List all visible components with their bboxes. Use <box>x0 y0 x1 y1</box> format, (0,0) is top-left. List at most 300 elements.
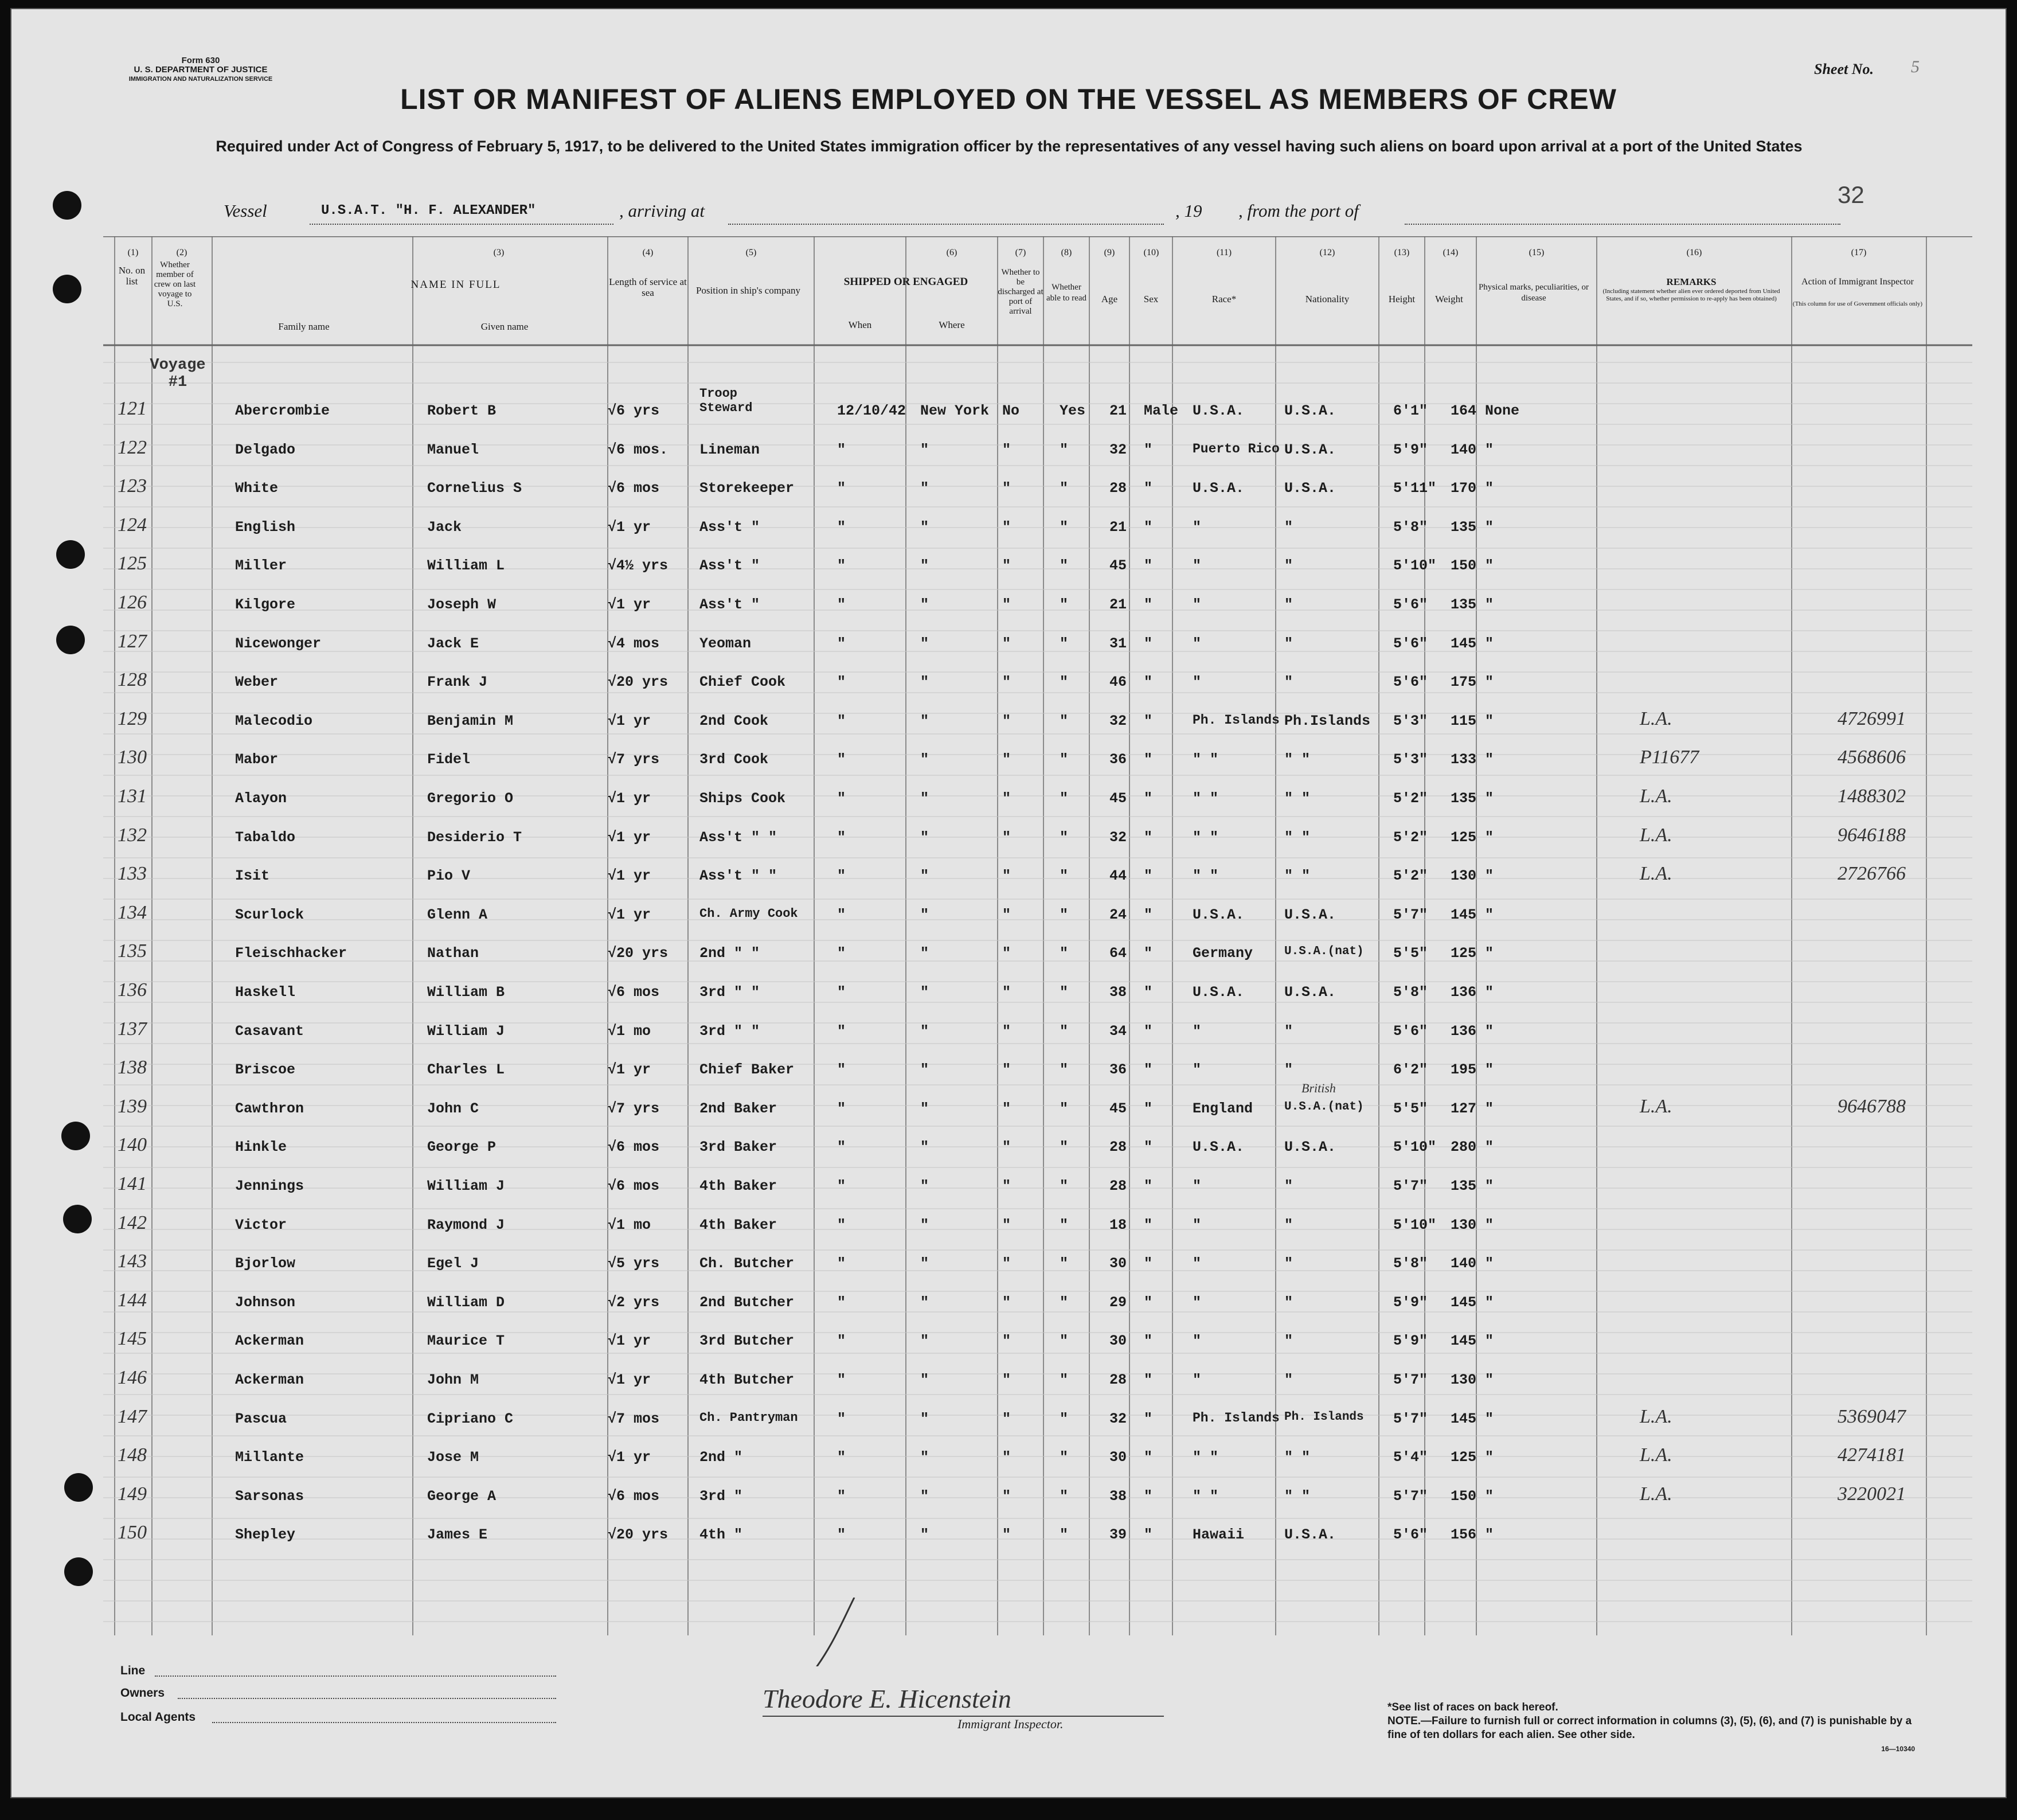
cell-weight: 164 <box>1451 403 1477 419</box>
cell-read: " <box>1060 1139 1069 1156</box>
cell-height: 5'6" <box>1393 635 1428 652</box>
cell-height: 5'5" <box>1393 1100 1428 1117</box>
cell-marks: " <box>1485 441 1494 458</box>
cell-sex: " <box>1144 712 1153 729</box>
cell-where: " <box>920 1449 929 1466</box>
cell-where: " <box>920 1139 929 1156</box>
cell-weight: 127 <box>1451 1100 1477 1117</box>
cell-marks: " <box>1485 1487 1494 1505</box>
cell-read: " <box>1060 751 1069 768</box>
cell-position: Chief Baker <box>699 1061 795 1079</box>
cell-disch: " <box>1002 1061 1011 1079</box>
cell-weight: 170 <box>1451 480 1477 497</box>
cell-sex: " <box>1144 518 1153 536</box>
cell-when: " <box>837 1526 846 1544</box>
cell-where: " <box>920 1100 929 1117</box>
cell-race: Ph. Islands <box>1193 712 1280 728</box>
cell-race: " " <box>1193 751 1219 768</box>
cell-no: 143 <box>118 1251 147 1272</box>
cell-race: Germany <box>1193 945 1253 962</box>
cell-height: 5'10" <box>1393 1216 1437 1233</box>
cell-age: 32 <box>1109 1410 1127 1427</box>
cell-given: Cornelius S <box>427 480 522 497</box>
cell-when: " <box>837 1487 846 1505</box>
cell-age: 18 <box>1109 1216 1127 1233</box>
cell-family: Miller <box>235 557 287 575</box>
cell-service: √1 yr <box>608 1333 651 1350</box>
cell-family: Sarsonas <box>235 1487 304 1505</box>
cell-marks: " <box>1485 829 1494 846</box>
column-number: (3) <box>493 248 505 257</box>
penalty-note: NOTE.—Failure to furnish full or correct information in columns (3), (5), (6), and (7) is punishable by a fine of ten dollars for each alien. See other side. <box>1387 1715 1912 1741</box>
cell-when: " <box>837 1022 846 1040</box>
cell-disch: " <box>1002 596 1011 613</box>
cell-family: Abercrombie <box>235 403 330 419</box>
cell-disch: " <box>1002 1178 1011 1194</box>
cell-age: 24 <box>1109 906 1127 923</box>
cell-race: " <box>1193 674 1202 691</box>
cell-no: 138 <box>118 1057 147 1079</box>
cell-race: " " <box>1193 829 1219 846</box>
cell-read: " <box>1060 518 1069 536</box>
cell-height: 5'9" <box>1393 1294 1428 1311</box>
cell-when: " <box>837 1255 846 1272</box>
cell-family: Nicewonger <box>235 635 322 652</box>
cell-given: Glenn A <box>427 906 488 923</box>
cell-height: 5'8" <box>1393 1255 1428 1272</box>
cell-sex: " <box>1144 1526 1153 1544</box>
cell-age: 28 <box>1109 1139 1127 1156</box>
cell-read: " <box>1060 674 1069 691</box>
cell-sex: " <box>1144 1100 1153 1117</box>
punch-hole <box>63 1205 92 1233</box>
cell-nat: " <box>1284 1178 1293 1194</box>
cell-age: 34 <box>1109 1022 1127 1040</box>
cell-height: 5'7" <box>1393 1487 1428 1505</box>
cell-height: 5'6" <box>1393 596 1428 613</box>
cell-no: 142 <box>118 1212 147 1233</box>
cell-position: 3rd " <box>699 1487 743 1505</box>
cell-no: 124 <box>118 514 147 536</box>
cell-position: Lineman <box>699 441 760 458</box>
cell-nat: U.S.A. <box>1284 984 1336 1001</box>
cell-nat: " <box>1284 1294 1293 1311</box>
cell-position: Ass't " <box>699 596 760 613</box>
cell-service: √6 mos <box>608 984 660 1001</box>
cell-nat: " <box>1284 1255 1293 1272</box>
cell-family: Malecodio <box>235 712 313 729</box>
cell-where: " <box>920 906 929 923</box>
cell-no: 128 <box>118 669 147 691</box>
cell-where: " <box>920 712 929 729</box>
cell-sex: Male <box>1144 403 1179 419</box>
cell-read: " <box>1060 1061 1069 1079</box>
cell-sex: " <box>1144 1410 1153 1427</box>
cell-sex: " <box>1144 596 1153 613</box>
cell-nat: U.S.A.(nat) <box>1284 1100 1364 1114</box>
cell-no: 150 <box>118 1522 147 1544</box>
cell-position: Chief Cook <box>699 674 786 691</box>
signature-stroke <box>763 1598 1164 1666</box>
cell-given: William J <box>427 1022 505 1040</box>
cell-disch: " <box>1002 829 1011 846</box>
cell-weight: 175 <box>1451 674 1477 691</box>
cell-position: 2nd Baker <box>699 1100 777 1117</box>
page-title: LIST OR MANIFEST OF ALIENS EMPLOYED ON THE VESSEL AS MEMBERS OF CREW <box>400 83 1617 115</box>
cell-age: 31 <box>1109 635 1127 652</box>
cell-position: 3rd Cook <box>699 751 769 768</box>
form-header <box>97 56 304 84</box>
cell-family: Johnson <box>235 1294 296 1311</box>
cell-family: Kilgore <box>235 596 296 613</box>
cell-remark: L.A. <box>1640 708 1672 729</box>
cell-height: 5'4" <box>1393 1449 1428 1466</box>
cell-height: 5'6" <box>1393 674 1428 691</box>
cell-no: 136 <box>118 979 147 1001</box>
cell-service: √20 yrs <box>608 674 669 691</box>
cell-position: Ships Cook <box>699 790 786 807</box>
cell-age: 38 <box>1109 984 1127 1001</box>
cell-when: " <box>837 674 846 691</box>
cell-given: Egel J <box>427 1255 479 1272</box>
header-remarks: REMARKS <box>1666 276 1717 287</box>
cell-position: 3rd Baker <box>699 1139 777 1156</box>
cell-service: √4 mos <box>608 635 660 652</box>
cell-family: Weber <box>235 674 279 691</box>
cell-family: English <box>235 518 296 536</box>
cell-marks: " <box>1485 1526 1494 1544</box>
cell-action: 4726991 <box>1838 708 1906 729</box>
cell-nat: " " <box>1284 1487 1311 1505</box>
cell-nat: " " <box>1284 1449 1311 1466</box>
cell-no: 123 <box>118 475 147 497</box>
cell-given: Pio V <box>427 868 471 885</box>
cell-disch: " <box>1002 1022 1011 1040</box>
cell-given: Jack <box>427 518 462 536</box>
cell-disch: " <box>1002 945 1011 962</box>
cell-service: √1 yr <box>608 518 651 536</box>
column-number: (7) <box>1015 248 1026 257</box>
cell-read: " <box>1060 1487 1069 1505</box>
cell-given: George P <box>427 1139 497 1156</box>
cell-age: 45 <box>1109 1100 1127 1117</box>
cell-service: √1 yr <box>608 1061 651 1079</box>
cell-read: " <box>1060 984 1069 1001</box>
cell-when: " <box>837 712 846 729</box>
cell-where: " <box>920 557 929 575</box>
cell-disch: " <box>1002 1449 1011 1466</box>
cell-remark: L.A. <box>1640 786 1672 807</box>
cell-family: Briscoe <box>235 1061 296 1079</box>
cell-where: " <box>920 1022 929 1040</box>
cell-no: 147 <box>118 1405 147 1427</box>
cell-position: Ass't " <box>699 557 760 575</box>
cell-where: " <box>920 1178 929 1194</box>
cell-sex: " <box>1144 906 1153 923</box>
cell-age: 38 <box>1109 1487 1127 1505</box>
cell-family: Hinkle <box>235 1139 287 1156</box>
cell-race: " " <box>1193 790 1219 807</box>
cell-family: Millante <box>235 1449 304 1466</box>
cell-given: Desiderio T <box>427 829 522 846</box>
cell-marks: None <box>1485 403 1520 419</box>
cell-sex: " <box>1144 635 1153 652</box>
cell-given: William D <box>427 1294 505 1311</box>
cell-race: U.S.A. <box>1193 480 1245 497</box>
cell-age: 28 <box>1109 1372 1127 1388</box>
cell-race: " " <box>1193 1449 1219 1466</box>
cell-disch: " <box>1002 751 1011 768</box>
cell-marks: " <box>1485 1449 1494 1466</box>
cell-where: " <box>920 1216 929 1233</box>
cell-read: " <box>1060 596 1069 613</box>
cell-height: 5'8" <box>1393 984 1428 1001</box>
header-action: Action of Immigrant Inspector <box>1801 277 1914 287</box>
cell-remark: L.A. <box>1640 863 1672 885</box>
cell-position: Ch. Army Cook <box>699 906 798 921</box>
cell-marks: " <box>1485 1139 1494 1156</box>
cell-position: 4th Baker <box>699 1216 777 1233</box>
cell-marks: " <box>1485 868 1494 885</box>
cell-when: " <box>837 1294 846 1311</box>
cell-sex: " <box>1144 1139 1153 1156</box>
column-number: (14) <box>1443 248 1459 257</box>
cell-weight: 133 <box>1451 751 1477 768</box>
cell-sex: " <box>1144 1449 1153 1466</box>
cell-where: " <box>920 829 929 846</box>
cell-when: " <box>837 518 846 536</box>
cell-where: " <box>920 868 929 885</box>
cell-no: 148 <box>118 1444 147 1466</box>
punch-hole <box>64 1557 93 1586</box>
cell-nat: " " <box>1284 829 1311 846</box>
cell-disch: " <box>1002 1216 1011 1233</box>
cell-nat: U.S.A. <box>1284 906 1336 923</box>
cell-disch: " <box>1002 518 1011 536</box>
cell-when: " <box>837 557 846 575</box>
cell-disch: " <box>1002 1294 1011 1311</box>
cell-age: 46 <box>1109 674 1127 691</box>
cell-given: Maurice T <box>427 1333 505 1350</box>
cell-disch: " <box>1002 1333 1011 1350</box>
cell-nat: " <box>1284 674 1293 691</box>
cell-service: √1 yr <box>608 906 651 923</box>
cell-age: 28 <box>1109 480 1127 497</box>
cell-sex: " <box>1144 829 1153 846</box>
cell-remark: L.A. <box>1640 1095 1672 1117</box>
cell-weight: 145 <box>1451 1333 1477 1350</box>
cell-read: " <box>1060 1526 1069 1544</box>
page-subtitle: Required under Act of Congress of February 5, 1917, to be delivered to the United States immigration officer by the representatives of any vessel having such aliens on board upon arrival at a port of the United States <box>216 138 1803 155</box>
cell-weight: 136 <box>1451 984 1477 1001</box>
signature-name: Theodore E. Hicenstein <box>763 1684 1011 1713</box>
cell-marks: " <box>1485 674 1494 691</box>
cell-when: " <box>837 1410 846 1427</box>
cell-sex: " <box>1144 674 1153 691</box>
cell-given: Manuel <box>427 441 479 458</box>
cell-nat: U.S.A. <box>1284 480 1336 497</box>
cell-given: Joseph W <box>427 596 497 613</box>
cell-nat: U.S.A. <box>1284 403 1336 419</box>
cell-height: 5'2" <box>1393 868 1428 885</box>
cell-where: " <box>920 984 929 1001</box>
cell-where: " <box>920 1255 929 1272</box>
cell-weight: 280 <box>1451 1139 1477 1156</box>
cell-action: 1488302 <box>1838 786 1906 807</box>
cell-nat-note: British <box>1301 1080 1336 1095</box>
cell-marks: " <box>1485 557 1494 575</box>
cell-family: Bjorlow <box>235 1255 296 1272</box>
header-name-in-full: NAME IN FULL <box>411 279 501 291</box>
cell-disch: " <box>1002 1410 1011 1427</box>
cell-given: George A <box>427 1487 497 1505</box>
cell-weight: 135 <box>1451 596 1477 613</box>
cell-where: " <box>920 1487 929 1505</box>
cell-weight: 145 <box>1451 906 1477 923</box>
cell-weight: 135 <box>1451 790 1477 807</box>
cell-where: " <box>920 945 929 962</box>
cell-position: Ch. Pantryman <box>699 1410 798 1425</box>
cell-no: 127 <box>118 630 147 652</box>
cell-disch: " <box>1002 557 1011 575</box>
cell-marks: " <box>1485 635 1494 652</box>
cell-where: " <box>920 1410 929 1427</box>
cell-when: " <box>837 480 846 497</box>
cell-weight: 136 <box>1451 1022 1477 1040</box>
cell-weight: 135 <box>1451 518 1477 536</box>
column-number: (1) <box>127 248 139 257</box>
cell-service: √6 mos <box>608 1139 660 1156</box>
cell-race: " <box>1193 518 1202 536</box>
cell-when: " <box>837 1372 846 1388</box>
cell-age: 64 <box>1109 945 1127 962</box>
cell-service: √1 yr <box>608 1372 651 1388</box>
cell-sex: " <box>1144 1255 1153 1272</box>
cell-marks: " <box>1485 1216 1494 1233</box>
cell-action: 2726766 <box>1838 863 1906 885</box>
cell-no: 140 <box>118 1134 147 1156</box>
cell-height: 5'7" <box>1393 906 1428 923</box>
cell-read: " <box>1060 1178 1069 1194</box>
cell-read: " <box>1060 1449 1069 1466</box>
cell-where: " <box>920 596 929 613</box>
cell-action: 5369047 <box>1838 1405 1906 1427</box>
arriving-label: , arriving at <box>619 201 705 221</box>
cell-service: √6 yrs <box>608 403 660 419</box>
cell-race: " " <box>1193 1487 1219 1505</box>
vessel-line <box>224 201 1886 229</box>
cell-where: " <box>920 790 929 807</box>
cell-where: " <box>920 1061 929 1079</box>
inspector-label: Immigrant Inspector. <box>957 1717 1064 1731</box>
column-number: (8) <box>1061 248 1072 257</box>
cell-family: Tabaldo <box>235 829 296 846</box>
cell-no: 141 <box>118 1173 147 1194</box>
cell-family: Cawthron <box>235 1100 304 1117</box>
cell-race: " <box>1193 1255 1202 1272</box>
cell-height: 6'2" <box>1393 1061 1428 1079</box>
cell-service: √2 yrs <box>608 1294 660 1311</box>
year-label: , 19 <box>1175 201 1202 221</box>
header-family-name: Family name <box>278 321 330 332</box>
cell-marks: " <box>1485 1061 1494 1079</box>
cell-given: William L <box>427 557 505 575</box>
cell-service: √5 yrs <box>608 1255 660 1272</box>
cell-weight: 130 <box>1451 1216 1477 1233</box>
footnote <box>1387 1701 1926 1756</box>
cell-height: 5'7" <box>1393 1178 1428 1194</box>
cell-nat: U.S.A.(nat) <box>1284 945 1364 959</box>
cell-no: 132 <box>118 824 147 846</box>
cell-marks: " <box>1485 790 1494 807</box>
cell-race: " <box>1193 596 1202 613</box>
cell-given: Frank J <box>427 674 488 691</box>
cell-when: " <box>837 751 846 768</box>
cell-race: U.S.A. <box>1193 403 1245 419</box>
cell-position: 4th Butcher <box>699 1372 795 1388</box>
from-port-label: , from the port of <box>1238 201 1359 221</box>
cell-no: 135 <box>118 940 147 962</box>
cell-nat: " <box>1284 1333 1293 1350</box>
cell-weight: 125 <box>1451 1449 1477 1466</box>
column-number: (11) <box>1216 248 1232 257</box>
cell-race: Puerto Rico <box>1193 441 1280 456</box>
cell-service: √1 yr <box>608 829 651 846</box>
cell-height: 5'5" <box>1393 945 1428 962</box>
header-remarks-note: (Including statement whether alien ever ordered deported from United States, and if so, whether permission to re-apply has been obtained) <box>1602 288 1780 302</box>
cell-action: 4568606 <box>1838 747 1906 768</box>
cell-service: √6 mos. <box>608 441 669 458</box>
cell-when: " <box>837 1100 846 1117</box>
cell-no: 137 <box>118 1018 147 1040</box>
cell-service: √6 mos <box>608 1178 660 1194</box>
cell-position: Yeoman <box>699 635 752 652</box>
cell-nat: " <box>1284 557 1293 575</box>
cell-sex: " <box>1144 751 1153 768</box>
cell-nat: U.S.A. <box>1284 1526 1336 1544</box>
cell-marks: " <box>1485 906 1494 923</box>
cell-no: 149 <box>118 1483 147 1505</box>
punch-hole <box>61 1122 90 1150</box>
cell-service: √1 yr <box>608 712 651 729</box>
cell-no: 133 <box>118 863 147 885</box>
header-weight: Weight <box>1435 294 1463 304</box>
cell-position: 3rd Butcher <box>699 1333 795 1350</box>
cell-sex: " <box>1144 1061 1153 1079</box>
cell-family: Mabor <box>235 751 279 768</box>
line-label: Line <box>120 1664 146 1677</box>
cell-no: 126 <box>118 592 147 613</box>
cell-service: √7 yrs <box>608 1100 660 1117</box>
cell-weight: 135 <box>1451 1178 1477 1194</box>
cell-sex: " <box>1144 868 1153 885</box>
cell-where: " <box>920 1333 929 1350</box>
column-number: (17) <box>1851 248 1867 257</box>
cell-family: Fleischhacker <box>235 945 347 962</box>
header-race: Race* <box>1211 294 1237 304</box>
cell-weight: 145 <box>1451 1410 1477 1427</box>
cell-given: John M <box>427 1372 479 1388</box>
cell-race: U.S.A. <box>1193 906 1245 923</box>
header-discharged: Whether to be discharged at port of arrival <box>998 268 1043 316</box>
cell-disch: " <box>1002 1100 1011 1117</box>
cell-family: Ackerman <box>235 1333 304 1350</box>
cell-sex: " <box>1144 790 1153 807</box>
cell-service: √1 mo <box>608 1216 651 1233</box>
cell-given: Robert B <box>427 403 497 419</box>
cell-race: " <box>1193 1216 1202 1233</box>
cell-disch: " <box>1002 1526 1011 1544</box>
